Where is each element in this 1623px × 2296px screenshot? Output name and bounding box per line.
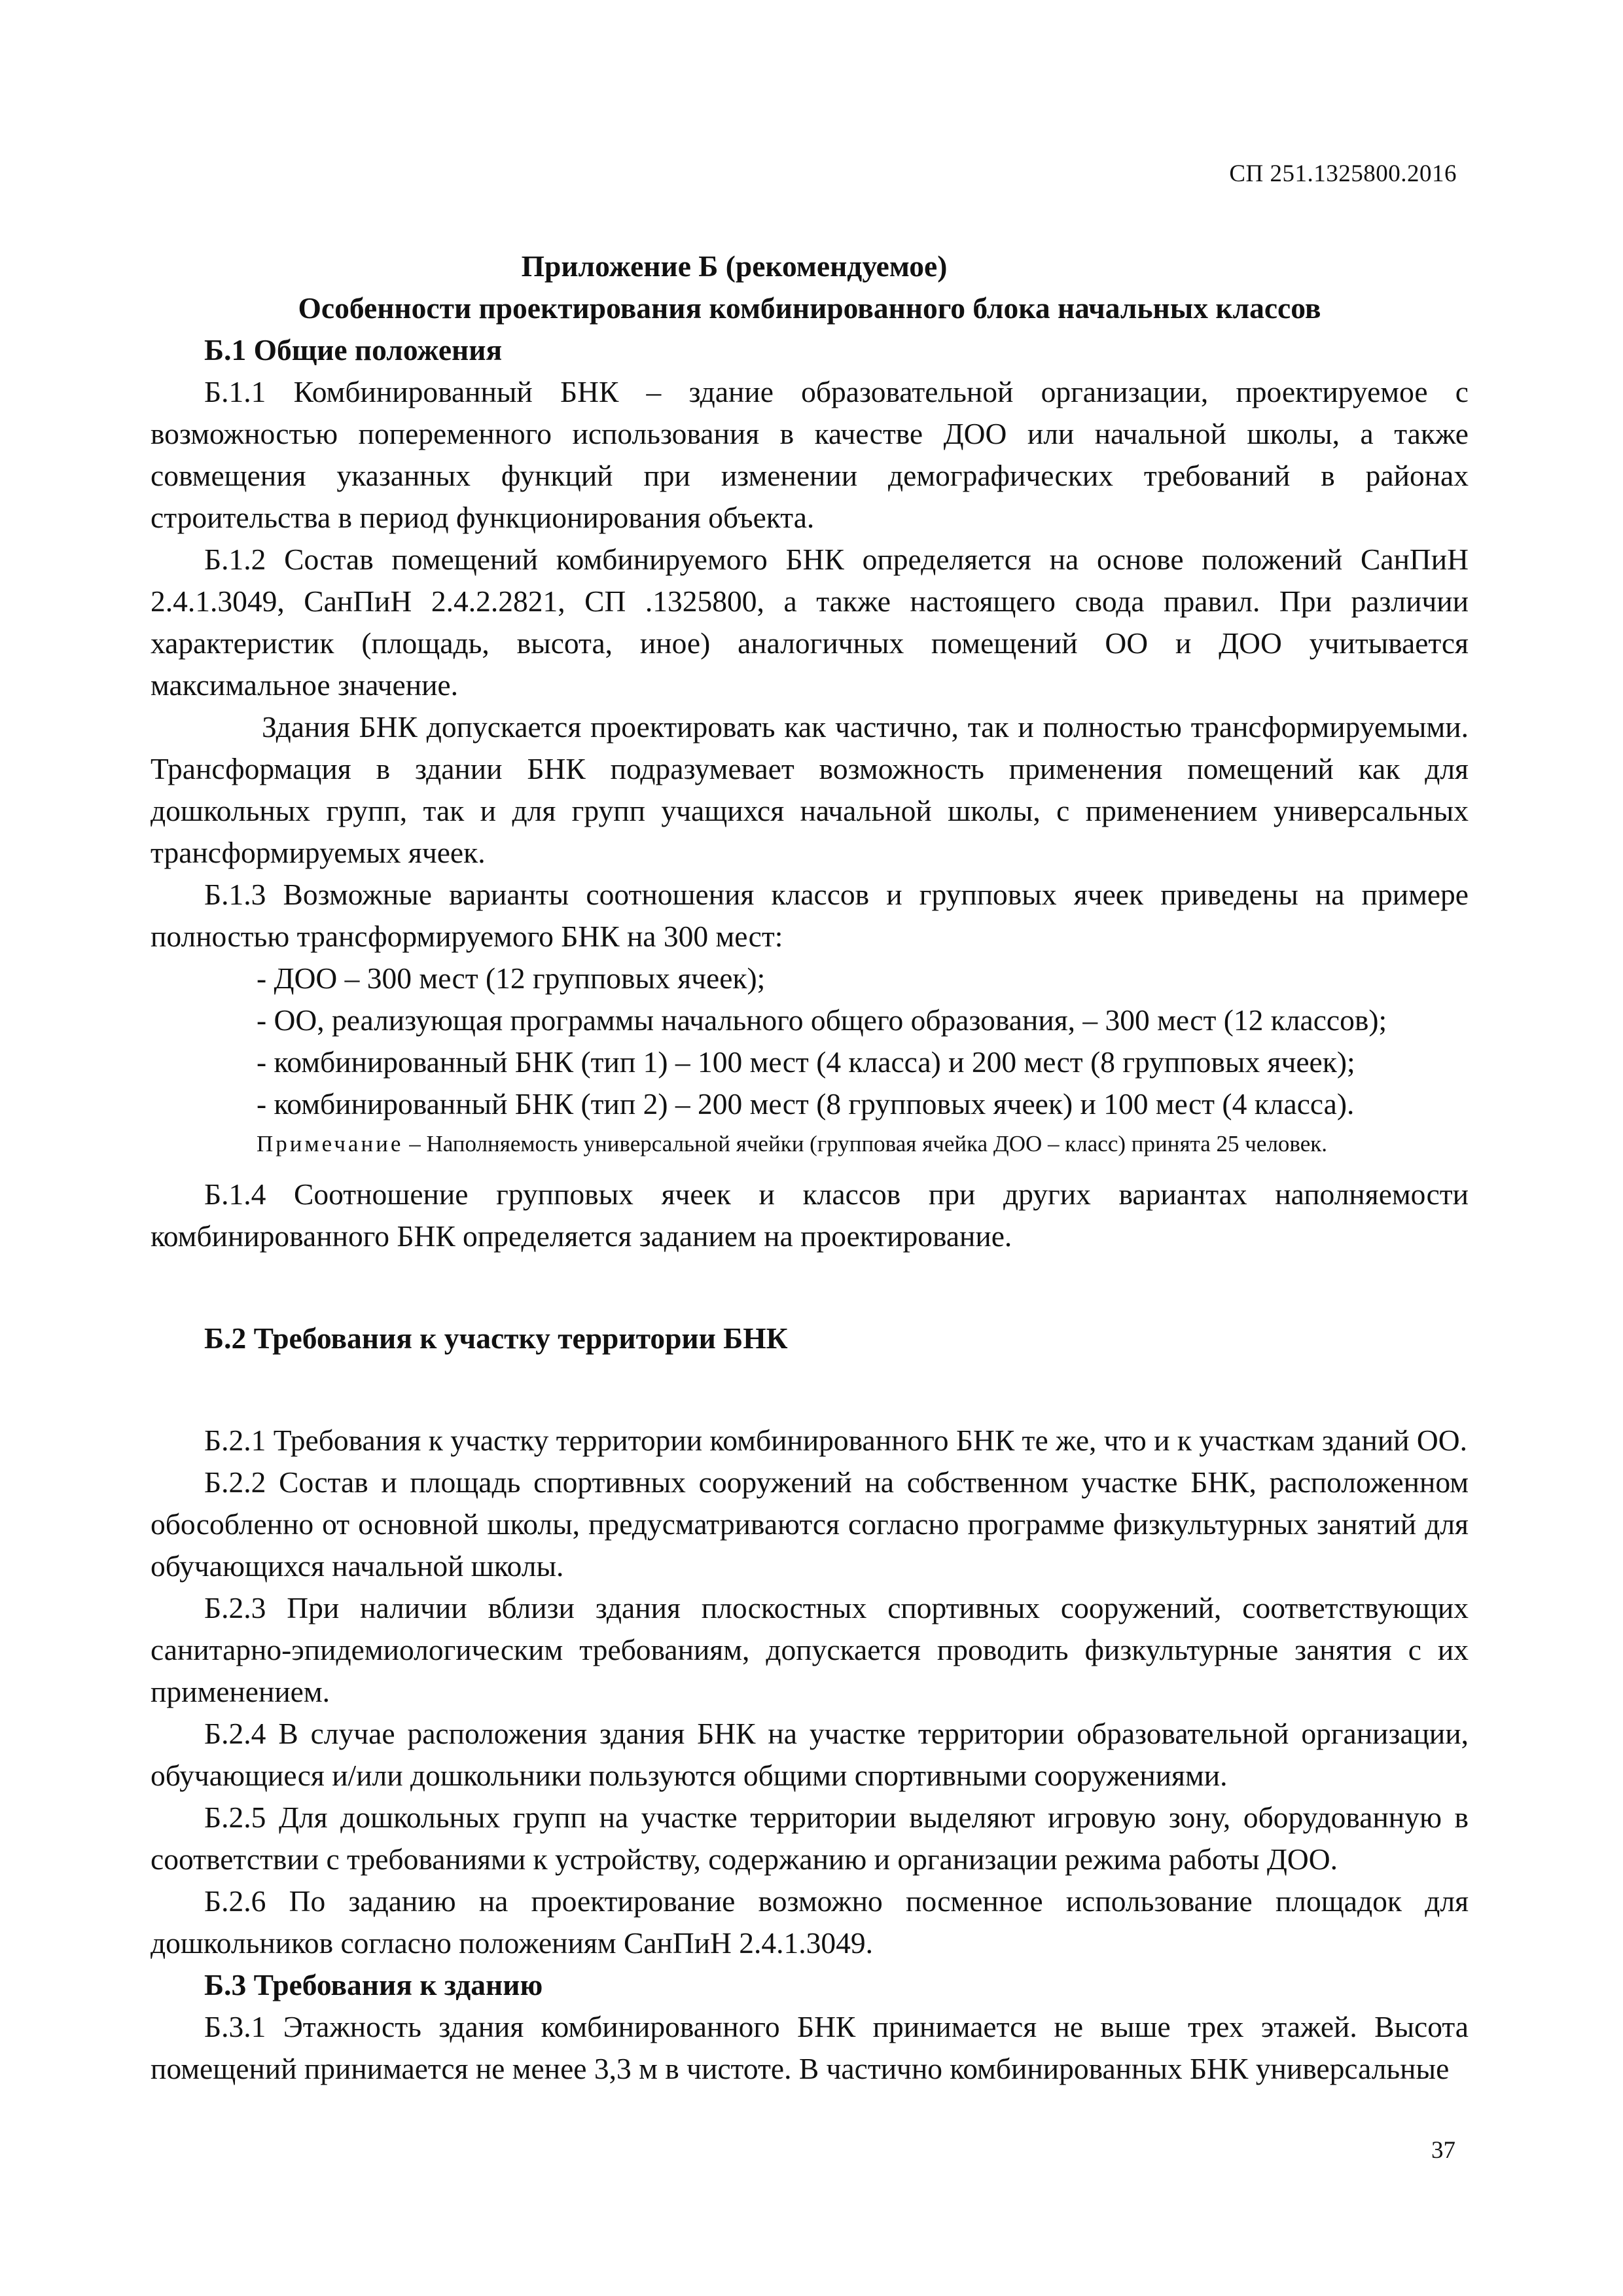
paragraph-b1-1: Б.1.1 Комбинированный БНК – здание образовательной организации, проектируемое с возможностью попеременного использования в качестве ДОО или начальной школы, а также совмещения указанных функций при изменении демографических требований в районах строительства в период функционирования объекта. (151, 375, 1469, 534)
appendix-title: Приложение Б (рекомендуемое) (521, 249, 948, 283)
note-label: Примечание (257, 1131, 404, 1157)
section-heading-b1: Б.1 Общие положения (204, 333, 503, 367)
paragraph-b2-6: Б.2.6 По заданию на проектирование возможно посменное использование площадок для дошкольников согласно положениям СанПиН 2.4.1.3049. (151, 1884, 1469, 1960)
list-item: - комбинированный БНК (тип 1) – 100 мест (4 класса) и 200 мест (8 групповых ячеек); (257, 1045, 1355, 1079)
paragraph-b1-2: Б.1.2 Состав помещений комбинируемого БНК определяется на основе положений СанПиН 2.4.1.3049, СанПиН 2.4.2.2821, СП .1325800, а также настоящего свода правил. При различии характеристик (площадь, высота, иное) аналогичных помещений ОО и ДОО учитывается максимальное значение. (151, 543, 1469, 702)
document-body (151, 245, 1469, 2090)
paragraph-b2-1: Б.2.1 Требования к участку территории комбинированного БНК те же, что и к участкам зданий ОО. (204, 1424, 1467, 1457)
paragraph-b3-1: Б.3.1 Этажность здания комбинированного БНК принимается не выше трех этажей. Высота помещений принимается не менее 3,3 м в чистоте. В частично комбинированных БНК универсальные (151, 2010, 1469, 2085)
paragraph-b2-4: Б.2.4 В случае расположения здания БНК на участке территории образовательной организации, обучающиеся и/или дошкольники пользуются общими спортивными сооружениями. (151, 1717, 1469, 1792)
document-code: СП 251.1325800.2016 (1229, 160, 1457, 187)
paragraph-b1-3: Б.1.3 Возможные варианты соотношения классов и групповых ячеек приведены на примере полностью трансформируемого БНК на 300 мест: (151, 878, 1469, 953)
list-item: - ДОО – 300 мест (12 групповых ячеек); (257, 961, 766, 995)
note (257, 1128, 1469, 1160)
paragraph-b1-4: Б.1.4 Соотношение групповых ячеек и классов при других вариантах наполняемости комбинированного БНК определяется заданием на проектирование. (151, 1177, 1469, 1253)
appendix-subtitle: Особенности проектирования комбинированного блока начальных классов (298, 291, 1321, 325)
list-item: - комбинированный БНК (тип 2) – 200 мест (8 групповых ячеек) и 100 мест (4 класса). (257, 1087, 1355, 1121)
paragraph-b2-5: Б.2.5 Для дошкольных групп на участке территории выделяют игровую зону, оборудованную в соответствии с требованиями к устройству, содержанию и организации режима работы ДОО. (151, 1801, 1469, 1876)
page-number: 37 (1431, 2137, 1455, 2164)
paragraph-b2-2: Б.2.2 Состав и площадь спортивных сооружений на собственном участке БНК, расположенном обособленно от основной школы, предусматриваются согласно программе физкультурных занятий для обучающихся начальной школы. (151, 1465, 1469, 1583)
section-heading-b2: Б.2 Требования к участку территории БНК (204, 1321, 788, 1355)
list-item: - ОО, реализующая программы начального общего образования, – 300 мест (12 классов); (257, 1003, 1387, 1037)
section-heading-b3: Б.3 Требования к зданию (204, 1968, 543, 2001)
note-text: – Наполняемость универсальной ячейки (групповая ячейка ДОО – класс) принята 25 человек. (403, 1131, 1328, 1157)
paragraph-b2-3: Б.2.3 При наличии вблизи здания плоскостных спортивных сооружений, соответствующих санитарно-эпидемиологическим требованиям, допускается проводить физкультурные занятия с их применением. (151, 1591, 1469, 1708)
paragraph-b1-2-cont: Здания БНК допускается проектировать как частично, так и полностью трансформируемыми. Трансформация в здании БНК подразумевает возможность применения помещений как для дошкольных групп, так и для групп учащихся начальной школы, с применением универсальных трансформируемых ячеек. (151, 710, 1469, 869)
